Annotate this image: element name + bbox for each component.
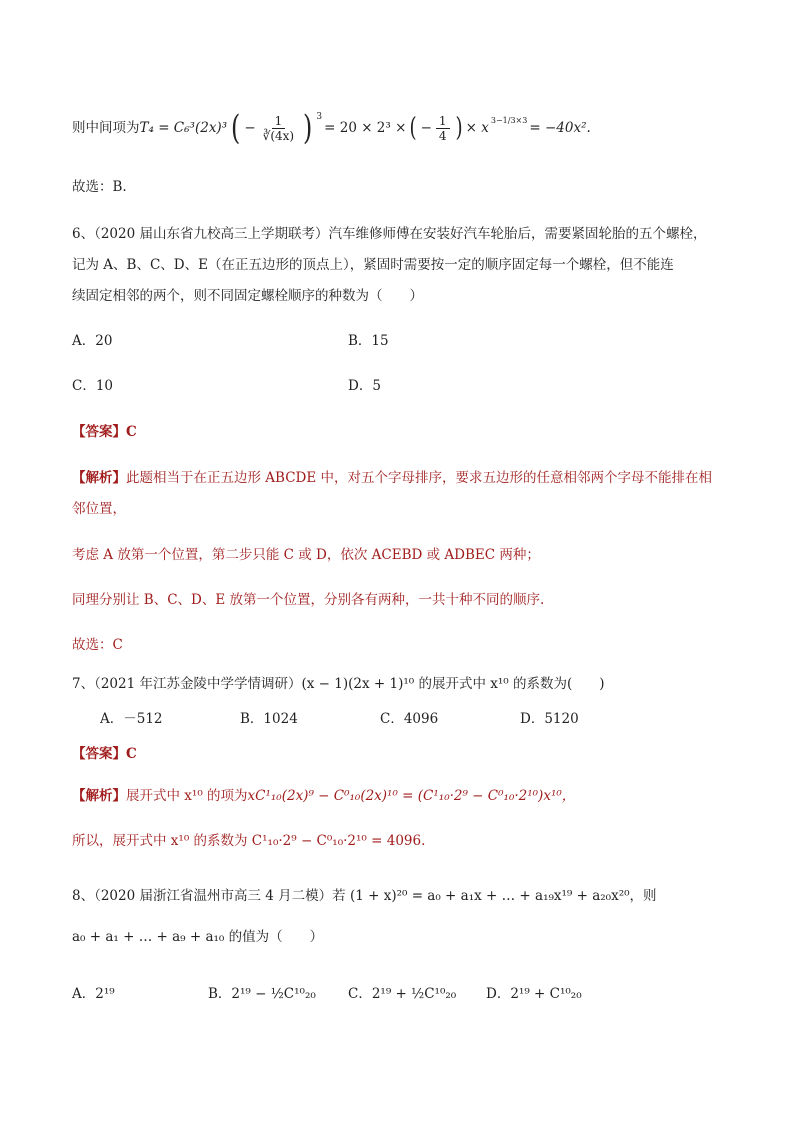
q5-paren-open: ( [231,108,241,148]
q6-answer-line [72,422,137,442]
q7-analysis1-formula: xC¹₁₀(2x)⁹ − C⁰₁₀(2x)¹⁰ = (C¹₁₀·2⁹ − C⁰₁₀·2¹⁰)x¹⁰， [247,788,576,804]
q8-option-c[interactable]: C．2¹⁹ + ½C¹⁰₂₀ [348,986,457,1002]
q6-option-c[interactable]: C．10 [72,378,114,394]
q5-paren2-open: ( [409,113,418,143]
q5-minus2: − [420,120,432,136]
q7-answer-tag: 【答案】 [72,746,126,762]
q6-line2: 记为 A、B、C、D、E（在正五边形的顶点上），紧固时需要按一定的顺序固定每一个螺栓，但不能连 [72,257,674,273]
q7-line1: 7、（2021 年江苏金陵中学学情调研）(x − 1)(2x + 1)¹⁰ 的展开式中 x¹⁰ 的系数为( ) [72,676,605,692]
q5-minus1: − [244,120,256,136]
q5-eq1: = 20 × 2³ × [324,120,407,136]
q7-option-b[interactable]: B．1024 [240,711,298,727]
q6-analysis4: 同理分别让 B、C、D、E 放第一个位置，分别各有两种，一共十种不同的顺序. [72,592,545,608]
q6-line3: 续固定相邻的两个，则不同固定螺栓顺序的种数为（ ） [72,288,423,304]
q5-frac2-num: 1 [436,114,450,129]
q6-analysis-line1 [72,468,712,488]
q7-analysis-line1 [72,786,575,806]
q6-line1: 6、（2020 届山东省九校高三上学期联考）汽车维修师傅在安装好汽车轮胎后，需要紧固轮胎的五个螺栓， [72,226,707,242]
q5-expr1: T₄ = C₆³(2x)³ [139,120,228,136]
q5-paren-close: ) [303,108,313,148]
q7-analysis1-prefix: 展开式中 x¹⁰ 的项为 [126,788,248,804]
q6-option-b[interactable]: B．15 [348,333,389,349]
q6-analysis-tag: 【解析】 [72,470,126,486]
q5-paren2-close: ) [455,113,463,143]
q6-option-d[interactable]: D．5 [348,378,381,394]
q8-option-a[interactable]: A．2¹⁹ [72,986,115,1002]
q6-final: 故选：C [72,637,123,653]
q6-analysis2: 邻位置， [72,501,126,517]
q5-frac1 [260,114,297,143]
q8-option-d[interactable]: D．2¹⁹ + C¹⁰₂₀ [486,986,582,1002]
q5-frac1-num: 1 [272,114,286,129]
q6-analysis1: 此题相当于在正五边形 ABCDE 中，对五个字母排序，要求五边形的任意相邻两个字母不能排在相 [126,470,713,486]
q7-answer-value: C [126,746,137,762]
q5-formula-line [72,108,591,148]
q6-answer-tag: 【答案】 [72,424,126,440]
q6-answer-value: C [126,424,137,440]
q7-option-c[interactable]: C．4096 [380,711,439,727]
q5-frac1-den: ∛(4x) [262,128,295,143]
q7-option-a[interactable]: A．－512 [100,711,163,727]
q5-result: = −40x². [529,120,591,136]
q7-option-d[interactable]: D．5120 [520,711,579,727]
q6-option-a[interactable]: A．20 [72,333,113,349]
q7-answer-line [72,744,137,764]
q5-prefix: 则中间项为 [72,120,140,136]
q7-analysis2: 所以，展开式中 x¹⁰ 的系数为 C¹₁₀·2⁹ − C⁰₁₀·2¹⁰ = 4096. [72,833,426,849]
q8-line1: 8、（2020 届浙江省温州市高三 4 月二模）若 (1 + x)²⁰ = a₀ + a₁x + … + a₁₉x¹⁹ + a₂₀x²⁰，则 [72,888,657,904]
q5-formula: T₄ = C₆³(2x)³ ( − $\frac{1}{∛(4x)}$ ) 3 = 20 × 2³ × ( − $\frac{1}{4}$ ) × x 3−1/3×3 = −40x². [139,108,591,148]
q5-eq2: × x [465,120,489,136]
q8-line2: a₀ + a₁ + … + a₉ + a₁₀ 的值为（ ） [72,929,324,945]
q5-frac2 [436,114,450,143]
q7-analysis-tag: 【解析】 [72,788,126,804]
q5-answer: 故选：B. [72,179,127,195]
q8-option-b[interactable]: B．2¹⁹ − ½C¹⁰₂₀ [208,986,316,1002]
q5-frac2-den: 4 [438,128,447,143]
q6-analysis3: 考虑 A 放第一个位置，第二步只能 C 或 D，依次 ACEBD 或 ADBEC 两种； [72,547,540,563]
